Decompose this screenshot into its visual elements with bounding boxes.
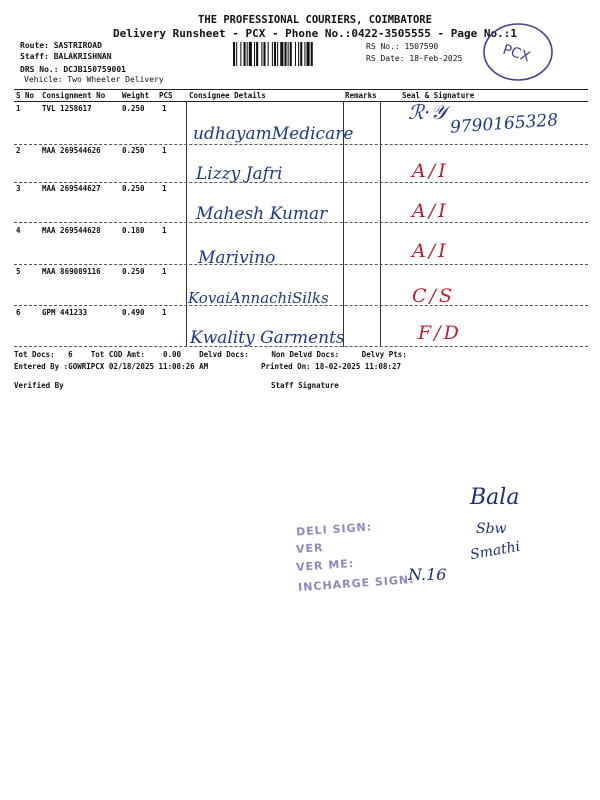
row-pcs: 1 [162,226,167,235]
row-consignment: GPM 441233 [42,308,88,317]
delivery-stamp [290,485,522,595]
barcode-bar [284,42,286,66]
row-consignment: MAA 269544626 [42,146,101,155]
row-pcs: 1 [162,308,167,317]
barcode-bar [280,42,283,66]
stamp-hw-name: Smathi [468,538,522,564]
row-weight: 0.180 [122,226,145,235]
totals-line: Tot Docs: 6 Tot COD Amt: 0.00 Delvd Docs: Non Delvd Docs: Delvy Pts: [14,350,407,359]
verified-by-label: Verified By [14,381,64,390]
barcode-bar [298,42,299,66]
row-sno: 2 [16,146,21,155]
col-consignment: Consignment No [42,91,106,100]
row-separator [14,264,588,265]
col-seal-signature: Seal & Signature [402,91,475,100]
row-signature: A/I [412,160,449,182]
row-separator [14,222,588,223]
col-sno: S No [16,91,35,100]
row-weight: 0.250 [122,184,145,193]
barcode-bar [277,42,278,66]
table-row [0,100,600,144]
row-separator [14,144,588,145]
stamp-line-delivery-sign: DELI SIGN: [295,520,373,539]
document-subtitle: Delivery Runsheet - PCX - Phone No.:0422-3505555 - Page No.:1 [113,27,517,40]
barcode-bar [272,42,273,66]
stamp-line-verify: VER [295,541,324,556]
barcode-bar [236,42,237,66]
table-row [0,226,600,266]
barcode-bar [240,42,241,66]
row-consignee: KovaiAnnachiSilks [188,289,329,307]
barcode-bar [295,42,296,66]
barcode-bar [233,42,235,66]
barcode-bar [304,42,305,66]
barcode-bar [268,42,269,66]
barcode-bar [263,42,265,66]
table-top-rule [14,89,588,90]
table-row [0,308,600,348]
barcode-bar [274,42,276,66]
barcode-bar [290,42,292,66]
vehicle-label: Vehicle: Two Wheeler Delivery [24,75,164,84]
rs-number: RS No.: 1507590 [366,42,439,51]
row-weight: 0.250 [122,146,145,155]
barcode-bar [244,42,246,66]
table-row [0,184,600,224]
stamp-text: PCX [500,41,533,66]
pcx-stamp [479,18,557,82]
stamp-hw-incharge: N.16 [408,565,447,584]
row-signature: A/I [412,240,449,262]
stamp-hw-sign: Bala [470,485,520,510]
row-sno: 5 [16,267,21,276]
row-sno: 4 [16,226,21,235]
row-consignee: udhayamMedicare [193,124,354,144]
barcode-bar [254,42,255,66]
row-signature-scribble: ℛ·𝒴 [408,100,446,124]
barcode-bar [307,42,310,66]
col-consignee: Consignee Details [189,91,266,100]
row-signature: C/S [412,285,455,307]
row-pcs: 1 [162,267,167,276]
row-pcs: 1 [162,104,167,113]
table-row [0,146,600,186]
row-consignment: TVL 1258617 [42,104,92,113]
row-separator [14,182,588,183]
stamp-line-verify-name: VER ME: [295,556,355,575]
barcode-bar [300,42,302,66]
rs-date: RS Date: 18-Feb-2025 [366,54,463,63]
table-row [0,267,600,307]
barcode-bar [256,42,258,66]
row-sno: 1 [16,104,21,113]
row-consignment: MAA 869089116 [42,267,101,276]
row-consignee: Kwality Garments [190,328,345,348]
col-pcs: PCS [159,91,173,100]
row-pcs: 1 [162,184,167,193]
barcode-bar [311,42,313,66]
col-remarks: Remarks [345,91,377,100]
barcode-bar [261,42,262,66]
row-weight: 0.250 [122,267,145,276]
barcode-bar [247,42,248,66]
row-pcs: 1 [162,146,167,155]
stamp-hw-verify: Sbw [476,521,507,537]
table-header [0,91,600,101]
row-signature: 9790165328 [449,110,559,138]
row-signature: A/I [412,200,449,222]
stamp-line-incharge-sign: INCHARGE SIGN: [297,572,415,595]
route-label: Route: SASTRIROAD [20,41,102,50]
barcode-bar [288,42,289,66]
row-consignee: Marivino [198,248,276,268]
row-separator [14,305,588,306]
row-consignment: MAA 269544627 [42,184,101,193]
row-consignment: MAA 269544628 [42,226,101,235]
row-weight: 0.250 [122,104,145,113]
row-weight: 0.490 [122,308,145,317]
printed-on: Printed On: 18-02-2025 11:08:27 [261,362,401,371]
row-signature: F/D [418,322,462,344]
row-consignee: Lizzy Jafri [196,164,283,184]
entered-by: Entered By :GOWRIPCX 02/18/2025 11:08:26 AM [14,362,209,371]
barcode [233,42,356,66]
barcode-bar [249,42,252,66]
row-sno: 3 [16,184,21,193]
row-separator [14,346,588,347]
staff-label: Staff: BALAKRISHNAN [20,52,112,61]
table-header-rule [14,101,588,102]
staff-signature-label: Staff Signature [271,381,339,390]
drs-number: DRS No.: DCJB150759001 [20,65,126,74]
row-sno: 6 [16,308,21,317]
document-title: THE PROFESSIONAL COURIERS, COIMBATORE [198,14,432,26]
row-consignee: Mahesh Kumar [196,204,328,224]
col-weight: Weight [122,91,150,100]
